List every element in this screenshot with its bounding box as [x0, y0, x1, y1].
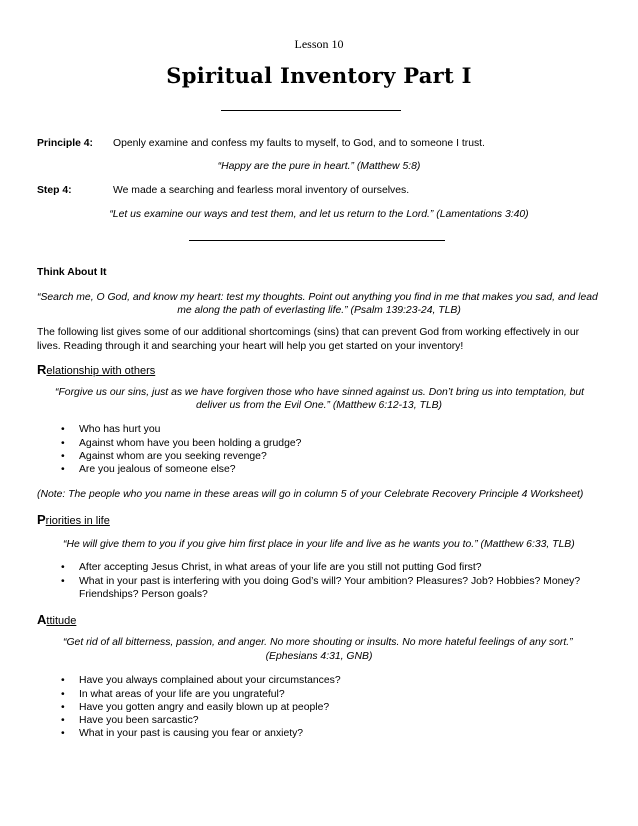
bullet-icon: •: [61, 702, 65, 713]
list-item: What in your past is causing you fear or anxiety?: [79, 728, 304, 739]
bullet-icon: •: [61, 675, 65, 686]
bullet-icon: •: [61, 689, 65, 700]
think-body-line1: The following list gives some of our additional shortcomings (sins) that can prevent God from working effectively in our: [37, 327, 580, 338]
think-body-line2: lives. Reading through it and searching your heart will help you get started on your inventory!: [37, 341, 464, 352]
list-item: In what areas of your life are you ungrateful?: [79, 689, 285, 700]
bullet-icon: •: [61, 562, 65, 573]
list-item: What in your past is interfering with you doing God’s will? Your ambition? Pleasures? Job? Hobbies? Money?: [79, 576, 581, 587]
list-item: After accepting Jesus Christ, in what areas of your life are you still not putting God first?: [79, 562, 482, 573]
priorities-quote: “He will give them to you if you give him first place in your life and live as he wants you to.” (Matthew 6:33, TLB): [63, 539, 575, 550]
think-quote-line1: “Search me, O God, and know my heart: test my thoughts. Point out anything you find in me that makes you sad, and lead: [37, 292, 598, 303]
title-divider: [221, 110, 401, 111]
section-heading-rest: ttitude: [46, 615, 77, 627]
lesson-number: Lesson 10: [294, 37, 344, 51]
step-label: Step 4:: [37, 185, 72, 196]
relationship-quote-line1: “Forgive us our sins, just as we have forgiven those who have sinned against us. Don’t bring us into temptation, but: [55, 387, 585, 398]
bullet-icon: •: [61, 464, 65, 475]
relationship-note: (Note: The people who you name in these areas will go in column 5 of your Celebrate Recovery Principle 4 Worksheet): [37, 489, 584, 500]
bullet-icon: •: [61, 424, 65, 435]
list-item: Who has hurt you: [79, 424, 161, 435]
section-heading-attitude: [37, 612, 76, 627]
bullet-icon: •: [61, 715, 65, 726]
section-initial: R: [37, 362, 47, 377]
bullet-icon: •: [61, 451, 65, 462]
page-title: Spiritual Inventory Part I: [166, 63, 472, 88]
think-heading: Think About It: [37, 267, 107, 278]
attitude-quote-line2: (Ephesians 4:31, GNB): [265, 651, 373, 662]
section-heading-rest: riorities in life: [45, 515, 110, 527]
section-heading-relationship: [37, 362, 155, 377]
list-item: Have you been sarcastic?: [79, 715, 199, 726]
principle-label: Principle 4:: [37, 138, 94, 149]
step-quote: “Let us examine our ways and test them, and let us return to the Lord.” (Lamentations 3:40): [109, 209, 529, 220]
list-item: Against whom have you been holding a grudge?: [79, 438, 302, 449]
step-text: We made a searching and fearless moral inventory of ourselves.: [113, 185, 410, 196]
list-item: Have you gotten angry and easily blown up at people?: [79, 702, 330, 713]
relationship-quote-line2: deliver us from the Evil One.” (Matthew 6:12-13, TLB): [195, 400, 442, 411]
section-heading-priorities: [37, 512, 110, 527]
think-quote-line2: me along the path of everlasting life.” (Psalm 139:23-24, TLB): [177, 305, 461, 316]
section-heading-rest: elationship with others: [46, 365, 156, 377]
bullet-icon: •: [61, 728, 65, 739]
list-item: Against whom are you seeking revenge?: [79, 451, 267, 462]
list-item-continuation: Friendships? Person goals?: [79, 589, 208, 600]
attitude-quote-line1: “Get rid of all bitterness, passion, and anger. No more shouting or insults. No more hateful feelings of any sort.”: [63, 637, 573, 648]
step-divider: [189, 240, 445, 241]
principle-text: Openly examine and confess my faults to myself, to God, and to someone I trust.: [113, 138, 485, 149]
list-item: Have you always complained about your circumstances?: [79, 675, 341, 686]
section-initial: P: [37, 512, 46, 527]
bullet-icon: •: [61, 438, 65, 449]
principle-quote: “Happy are the pure in heart.” (Matthew 5:8): [217, 161, 421, 172]
bullet-icon: •: [61, 576, 65, 587]
section-initial: A: [37, 612, 47, 627]
list-item: Are you jealous of someone else?: [79, 464, 236, 475]
